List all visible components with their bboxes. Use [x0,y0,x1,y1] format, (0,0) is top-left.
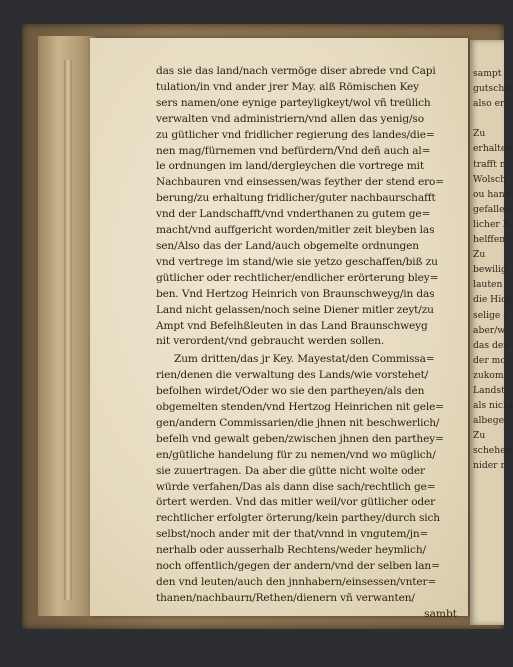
facing-text-line: albege. [473,415,507,427]
text-line: thanen/nachbaurn/Rethen/dienern vñ verwanten/ [156,591,415,604]
text-line: gütlicher oder rechtlicher/endlicher erörterung bley= [156,271,439,284]
text-line: rechtlicher erfolgter örterung/kein parthey/durch sich [156,512,440,525]
text-line: vnd der Landschafft/vnd vnderthanen zu gutem ge= [156,208,431,221]
main-page [90,38,468,620]
facing-text-line: das den [473,339,510,351]
facing-text-line: gefallen [473,203,511,215]
text-line: gen/andern Commissarien/die jhnen nit beschwerlich/ [156,416,440,429]
text-line: tulation/in vnd ander jrer May. alß Römischen Key [156,80,420,93]
text-line: obgemelten stenden/vnd Hertzog Heinrichen nit gele= [156,401,444,414]
facing-text-line: nider n [473,460,507,472]
text-line: zu gütlicher vnd fridlicher regierung des landes/die= [156,128,435,141]
text-line: verwalten vnd administriern/vnd allen das yenig/so [156,112,424,125]
text-line: Ampt vnd Befelhßleuten in das Land Braunschweyg [156,319,428,332]
facing-text-line [470,111,504,126]
facing-text-line: Zu [473,128,486,140]
text-line: würde verfahen/Das als dann dise sach/rechtlich ge= [156,480,436,493]
text-line: Zum dritten/das jr Key. Mayestat/den Commissa= [174,353,435,366]
text-line: den vnd leuten/auch den jnnhabern/einsessen/vnter= [156,576,437,588]
catchword: sambt [424,607,457,620]
facing-text-line: erhalten [473,143,513,155]
facing-text-line: licher E [473,218,510,230]
text-line: befelh vnd gewalt geben/zwischen jhnen den parthey= [156,432,444,445]
facing-text-line: selige a [473,309,509,321]
facing-text-line: Wolsch [473,173,507,185]
text-line: selbst/noch ander mit der that/vnnd in vngutem/jn= [156,528,429,541]
text-line: ben. Vnd Hertzog Heinrich von Braunschweyg/in das [156,287,435,300]
text-line: rien/denen die verwaltung des Lands/wie vorstehet/ [156,369,429,382]
facing-text-line: bewilig [473,264,507,276]
text-line: en/gütliche handelung für zu nemen/vnd wo müglich/ [156,448,436,461]
text-line: sen/Also das der Land/auch obgemelte ordnungen [156,239,419,252]
facing-text-line: trafft n [473,158,506,170]
text-line: macht/vnd auffgericht worden/mitler zeit bleyben las [156,224,435,237]
text-line: das sie das land/nach vermöge diser abrede vnd Capi [156,65,436,77]
text-line: sie zuuertragen. Da aber die gütte nicht wolte oder [156,464,425,477]
facing-text-line: gutschel [473,83,513,95]
text-line: Nachbauren vnd einsessen/was feyther der stend ero= [156,176,444,189]
facing-text-line: Zu [473,430,486,442]
text-line: nerhalb oder ausserhalb Rechtens/weder heymlich/ [156,544,426,557]
text-line: berung/zu erhaltung fridlicher/guter nachbaurschafft [156,192,436,205]
text-line: noch offentlich/gegen der andern/vnd der selben lan= [156,560,440,573]
facing-text-line: lauten [473,279,503,291]
text-line: vnd vertrege im stand/wie sie yetzo geschaffen/biß zu [156,255,438,268]
facing-text-line: schehen [473,445,512,457]
facing-text-line: aber/w [473,324,506,336]
facing-text [470,66,513,474]
text-line: befolhen wirdet/Oder wo sie den partheyen/als den [156,385,425,398]
text-line: le ordnungen im land/dergleychen die vortrege mit [156,160,424,173]
facing-text-line: ou hand [473,188,511,200]
text-line: nit verordent/vnd gebraucht werden sollen. [156,335,385,348]
facing-text-line: der mo [473,354,506,366]
facing-text-line: zukom [473,369,504,381]
text-line: nen mag/fürnemen vnd befürdern/Vnd deñ auch al= [156,144,431,157]
facing-text-line: also er [473,98,505,110]
facing-text-line: als nicht [473,400,513,412]
facing-text-line: sampt [473,68,502,79]
facing-text-line: helffen [473,234,506,246]
text-line: Land nicht gelassen/noch seine Diener mitler zeyt/zu [156,303,434,316]
gutter-highlight [64,60,72,600]
facing-text-line: die Hich [473,294,513,306]
facing-text-line: Landst [473,384,505,396]
text-block [156,64,461,623]
text-line: sers namen/one eynige parteyligkeyt/wol vñ treülich [156,96,431,109]
paragraph-2 [156,352,461,607]
facing-text-line: Zu [473,249,486,261]
paragraph-1 [156,64,461,350]
facing-page-fragment [470,40,513,625]
text-line: örtert werden. Vnd das mitler weil/vor gütlicher oder [156,496,436,509]
